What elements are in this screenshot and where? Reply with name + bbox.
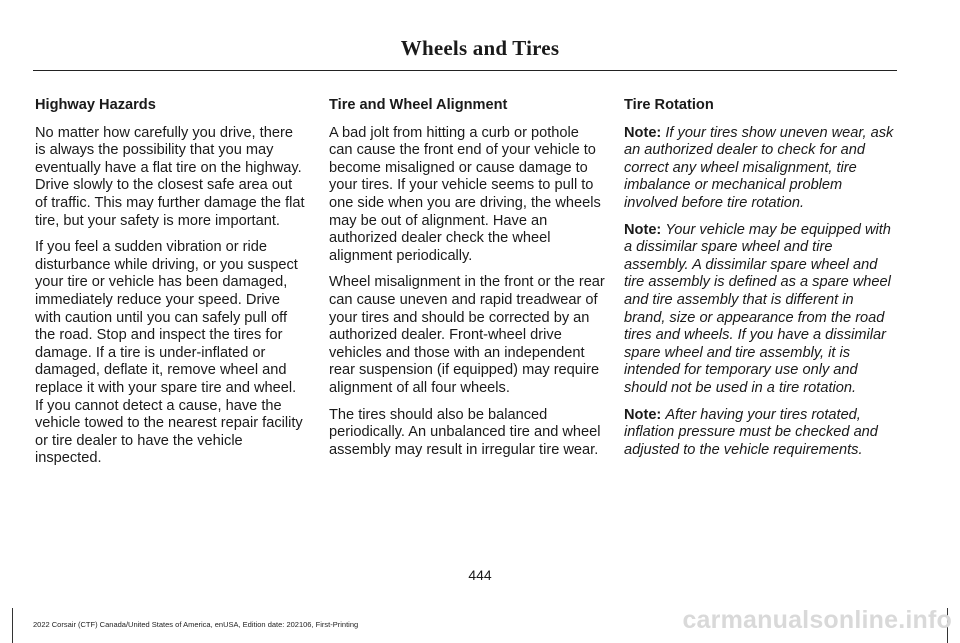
note-text: Your vehicle may be equipped with a dissimilar spare wheel and tire assembly. A dissimilar spare wheel and tire assembly is defined as a spare wheel and tire assembly that is different in brand, size or appearance from the road tires and wheels. If you have a dissimilar spare wheel and tire assembly, it is intended for temporary use only and should not be used in a tire rotation. (624, 221, 891, 396)
column-tire-rotation (624, 97, 897, 468)
edition-footer: 2022 Corsair (CTF) Canada/United States of America, enUSA, Edition date: 202106, First-Printing (33, 620, 359, 629)
column-tire-wheel-alignment (329, 97, 605, 468)
note-text: If your tires show uneven wear, ask an authorized dealer to check for and correct any wheel misalignment, tire imbalance or mechanical problem involved before tire rotation. (624, 124, 894, 211)
crop-mark-left (12, 608, 13, 643)
paragraph: If you feel a sudden vibration or ride disturbance while driving, or you suspect your tire or vehicle has been damaged, immediately reduce your speed. Drive with caution until you can safely pull off the road. Stop and inspect the tires for damage. If a tire is under-inflated or damaged, deflate it, remove wheel and replace it with your spare tire and wheel. If you cannot detect a cause, have the vehicle towed to the nearest repair facility or tire dealer to have the vehicle inspected. (35, 239, 303, 467)
note (624, 222, 897, 398)
paragraph: A bad jolt from hitting a curb or pothole can cause the front end of your vehicle to become misaligned or cause damage to your tires. If your vehicle seems to pull to one side when you are driving, the wheels may be out of alignment. Have an authorized dealer check the wheel alignment periodically. (329, 124, 601, 264)
note-text: After having your tires rotated, inflation pressure must be checked and adjusted to the vehicle requirements. (624, 406, 878, 458)
page-number: 444 (468, 567, 492, 583)
paragraph: Wheel misalignment in the front or the rear can cause uneven and rapid treadwear of your tires and should be corrected by an authorized dealer. Front-wheel drive vehicles and those with an independent rear suspension (if equipped) may require alignment of all four wheels. (329, 274, 605, 396)
note-label: Note: (624, 406, 662, 423)
note (624, 407, 897, 460)
note (624, 125, 897, 213)
paragraph: The tires should also be balanced periodically. An unbalanced tire and wheel assembly may result in irregular tire wear. (329, 406, 601, 458)
section-heading-tire-wheel-alignment: Tire and Wheel Alignment (329, 97, 508, 113)
section-heading-highway-hazards: Highway Hazards (35, 97, 156, 113)
column-highway-hazards (35, 97, 307, 477)
paragraph: No matter how carefully you drive, there is always the possibility that you may eventually have a flat tire on the highway. Drive slowly to the closest safe area out of traffic. This may further damage the flat tire, but your safety is more important. (35, 124, 305, 229)
section-heading-tire-rotation: Tire Rotation (624, 97, 714, 113)
note-label: Note: (624, 221, 662, 238)
note-label: Note: (624, 124, 662, 141)
page-title: Wheels and Tires (400, 36, 560, 60)
watermark: carmanualsonline.info (682, 606, 952, 634)
title-divider (33, 70, 897, 71)
